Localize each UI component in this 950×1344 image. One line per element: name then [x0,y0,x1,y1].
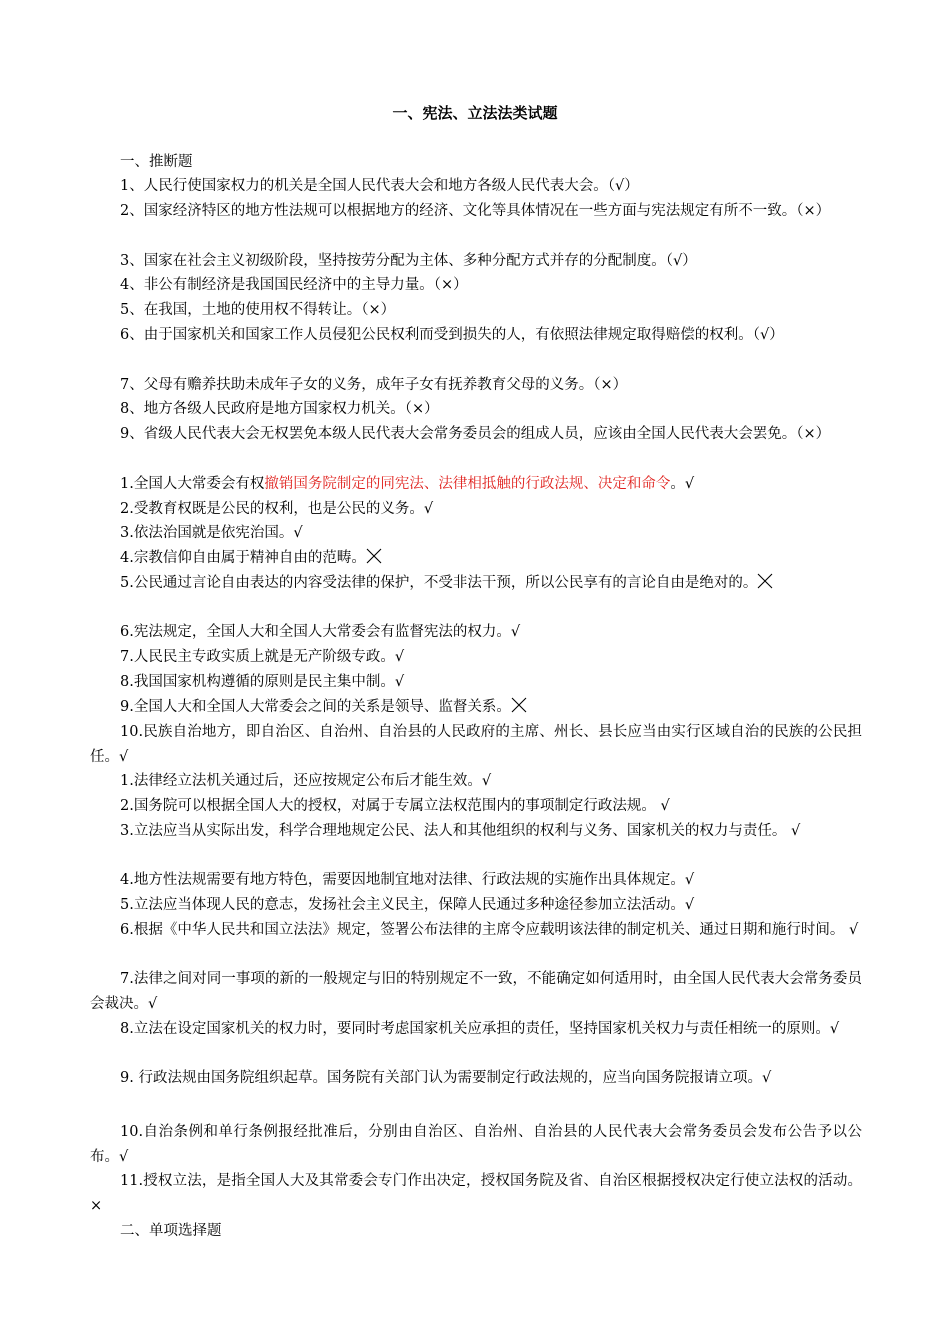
list-item: 10.自治条例和单行条例报经批准后，分别由自治区、自治州、自治县的人民代表大会常务委员会发布公告予以公布。√ [90,1124,862,1165]
list-item: 9、省级人民代表大会无权罢免本级人民代表大会常务委员会的组成人员，应该由全国人民代表大会罢免。（×） [120,426,831,442]
highlighted-text: 撤销国务院制定的同宪法、法律相抵触的行政法规、决定和命令 [264,476,671,492]
document-title: 一、宪法、立法法类试题 [392,104,558,122]
list-item: 8.立法在设定国家机关的权力时，要同时考虑国家机关应承担的责任，坚持国家机关权力与责任相统一的原则。√ [120,1021,840,1037]
list-item: 2.受教育权既是公民的权利，也是公民的义务。√ [120,501,434,517]
list-item: 10.民族自治地方，即自治区、自治州、自治县的人民政府的主席、州长、县长应当由实行区域自治的民族的公民担任。√ [90,724,862,765]
list-item [90,695,862,720]
list-item: 4、非公有制经济是我国国民经济中的主导力量。（×） [120,277,468,293]
list-item: 5.立法应当体现人民的意志，发扬社会主义民主，保障人民通过多种途径参加立法活动。√ [120,897,695,913]
list-item: 2、国家经济特区的地方性法规可以根据地方的经济、文化等具体情况在一些方面与宪法规定有所不一致。（×） [120,203,831,219]
item-text: 9.全国人大和全国人大常委会之间的关系是领导、监督关系。 [120,699,511,715]
item-text: 5.公民通过言论自由表达的内容受法律的保护，不受非法干预，所以公民享有的言论自由是绝对的。 [120,575,758,591]
list-item [90,571,862,596]
list-item [90,472,862,497]
list-item [90,546,862,571]
item-suffix: 。√ [670,476,695,492]
list-item: 1.法律经立法机关通过后，还应按规定公布后才能生效。√ [120,773,492,789]
list-item: 2.国务院可以根据全国人大的授权，对属于专属立法权范围内的事项制定行政法规。 √ [120,798,670,814]
cross-mark-icon [511,697,527,713]
list-item: 6.根据《中华人民共和国立法法》规定，签署公布法律的主席令应载明该法律的制定机关、通过日期和施行时间。 √ [120,922,859,938]
list-item: 7.人民民主专政实质上就是无产阶级专政。√ [120,649,405,665]
list-item: 8、地方各级人民政府是地方国家权力机关。（×） [120,401,439,417]
list-item: 6、由于国家机关和国家工作人员侵犯公民权利而受到损失的人，有依照法律规定取得赔偿的权利。（√） [120,327,784,343]
list-item: 8.我国国家机构遵循的原则是民主集中制。√ [120,674,405,690]
list-item: 5、在我国，土地的使用权不得转让。（×） [120,302,396,318]
cross-mark-icon [757,573,773,589]
list-item: 6.宪法规定，全国人大和全国人大常委会有监督宪法的权力。√ [120,624,521,640]
list-item: 3.依法治国就是依宪治国。√ [120,525,303,541]
list-item: 11.授权立法，是指全国人大及其常委会专门作出决定，授权国务院及省、自治区根据授权决定行使立法权的活动。× [90,1173,862,1214]
item-text: 4.宗教信仰自由属于精神自由的范畴。 [120,550,366,566]
section-heading-choice: 二、单项选择题 [120,1223,222,1239]
cross-mark-icon [366,548,382,564]
list-item: 7、父母有赡养扶助未成年子女的义务，成年子女有抚养教育父母的义务。（×） [120,377,628,393]
list-item: 7.法律之间对同一事项的新的一般规定与旧的特别规定不一致，不能确定如何适用时，由全国人民代表大会常务委员会裁决。√ [90,971,862,1012]
list-item: 4.地方性法规需要有地方特色，需要因地制宜地对法律、行政法规的实施作出具体规定。√ [120,872,695,888]
section-heading-judgment: 一、推断题 [120,154,193,170]
list-item: 9. 行政法规由国务院组织起草。国务院有关部门认为需要制定行政法规的，应当向国务院报请立项。√ [120,1070,772,1086]
list-item: 1、人民行使国家权力的机关是全国人民代表大会和地方各级人民代表大会。（√） [120,178,639,194]
item-prefix: 1.全国人大常委会有权 [120,476,265,492]
list-item: 3.立法应当从实际出发，科学合理地规定公民、法人和其他组织的权利与义务、国家机关的权力与责任。 √ [120,823,801,839]
list-item: 3、国家在社会主义初级阶段，坚持按劳分配为主体、多种分配方式并存的分配制度。（√） [120,253,697,269]
